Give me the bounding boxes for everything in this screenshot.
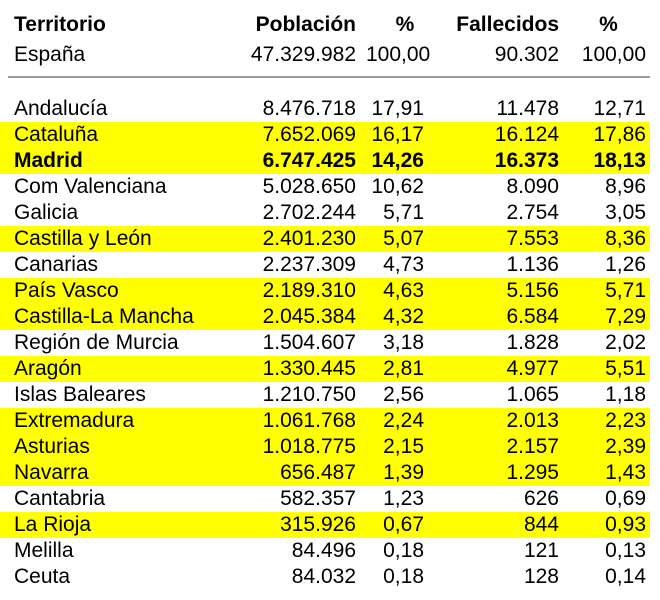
cell-poblacion: 84.032 [291, 565, 356, 588]
cell-territory: Región de Murcia [14, 331, 179, 354]
cell-poblacion: 7.652.069 [232, 122, 366, 148]
cell-pct-poblacion: 0,67 [366, 512, 450, 538]
column-header-poblacion: Población [255, 13, 356, 36]
column-header-territorio: Territorio [14, 13, 106, 36]
cell-pct-poblacion: 4,63 [366, 278, 450, 304]
cell-territory: Navarra [0, 460, 232, 486]
cell-pct-fallecidos: 12,71 [593, 97, 646, 120]
cell-fallecidos: 1.828 [506, 331, 559, 354]
cell-pct-poblacion: 0,18 [383, 539, 424, 562]
cell-poblacion: 582.357 [280, 487, 356, 510]
cell-territory: Extremadura [0, 408, 232, 434]
cell-pct-fallecidos: 5,51 [567, 356, 660, 382]
cell-pct-poblacion: 5,71 [383, 201, 424, 224]
cell-fallecidos: 2.754 [506, 201, 559, 224]
totals-pct-fallecidos: 100,00 [581, 43, 646, 66]
cell-poblacion: 5.028.650 [262, 175, 356, 198]
cell-territory: Canarias [14, 253, 99, 276]
cell-territory: Madrid [0, 148, 232, 174]
cell-poblacion: 1.504.607 [262, 331, 356, 354]
cell-pct-fallecidos: 1,18 [605, 383, 646, 406]
table-row[interactable] [0, 356, 660, 382]
cell-pct-poblacion: 4,73 [383, 253, 424, 276]
cell-fallecidos: 2.157 [450, 434, 567, 460]
table-row[interactable] [0, 330, 660, 356]
table-row[interactable] [0, 460, 660, 486]
cell-poblacion: 2.189.310 [232, 278, 366, 304]
table-row[interactable] [0, 252, 660, 278]
table-row[interactable] [0, 304, 660, 330]
cell-fallecidos: 1.065 [506, 383, 559, 406]
cell-fallecidos: 16.124 [450, 122, 567, 148]
cell-pct-fallecidos: 18,13 [567, 148, 660, 174]
cell-pct-fallecidos: 1,26 [605, 253, 646, 276]
cell-territory: Andalucía [14, 97, 108, 120]
cell-fallecidos: 1.136 [506, 253, 559, 276]
cell-pct-fallecidos: 2,39 [567, 434, 660, 460]
totals-fallecidos: 90.302 [494, 43, 559, 66]
totals-territory: España [14, 43, 86, 66]
cell-pct-poblacion: 17,91 [371, 97, 424, 120]
cell-pct-poblacion: 5,07 [366, 226, 450, 252]
cell-pct-fallecidos: 0,69 [605, 487, 646, 510]
cell-pct-fallecidos: 1,43 [567, 460, 660, 486]
cell-pct-poblacion: 10,62 [371, 175, 424, 198]
cell-pct-fallecidos: 2,02 [605, 331, 646, 354]
cell-territory: Cantabria [14, 487, 106, 510]
table-body [0, 96, 660, 590]
cell-poblacion: 1.210.750 [262, 383, 356, 406]
cell-territory: Ceuta [14, 565, 71, 588]
cell-poblacion: 6.747.425 [232, 148, 366, 174]
cell-fallecidos: 4.977 [450, 356, 567, 382]
cell-territory: País Vasco [0, 278, 232, 304]
header-separator-cell [0, 68, 660, 80]
cell-fallecidos: 7.553 [450, 226, 567, 252]
header-spacer-cell [0, 80, 660, 96]
cell-fallecidos: 8.090 [506, 175, 559, 198]
header-rule [8, 76, 650, 78]
cell-pct-fallecidos: 17,86 [567, 122, 660, 148]
cell-pct-poblacion: 2,15 [366, 434, 450, 460]
cell-fallecidos: 128 [523, 565, 559, 588]
table-row[interactable] [0, 96, 660, 122]
table-header [0, 0, 660, 96]
cell-fallecidos: 626 [523, 487, 559, 510]
cell-territory: Galicia [14, 201, 79, 224]
cell-territory: Aragón [0, 356, 232, 382]
cell-poblacion: 656.487 [232, 460, 366, 486]
cell-poblacion: 315.926 [232, 512, 366, 538]
table-row[interactable] [0, 278, 660, 304]
cell-fallecidos: 2.013 [450, 408, 567, 434]
table-row[interactable] [0, 564, 660, 590]
cell-poblacion: 84.496 [291, 539, 356, 562]
cell-pct-fallecidos: 3,05 [605, 201, 646, 224]
cell-fallecidos: 1.295 [450, 460, 567, 486]
cell-territory: Asturias [0, 434, 232, 460]
cell-pct-poblacion: 3,18 [383, 331, 424, 354]
cell-pct-fallecidos: 5,71 [567, 278, 660, 304]
cell-poblacion: 2.045.384 [232, 304, 366, 330]
table-row[interactable] [0, 148, 660, 174]
column-header-fallecidos: Fallecidos [456, 13, 559, 36]
cell-pct-poblacion: 14,26 [366, 148, 450, 174]
table-row[interactable] [0, 122, 660, 148]
cell-pct-fallecidos: 2,23 [567, 408, 660, 434]
cell-poblacion: 1.061.768 [232, 408, 366, 434]
cell-fallecidos: 5.156 [450, 278, 567, 304]
cell-territory: Com Valenciana [14, 175, 167, 198]
column-header-pct-fallecidos: % [599, 13, 618, 36]
header-row [0, 0, 660, 42]
column-header-pct-poblacion: % [395, 13, 415, 36]
cell-pct-poblacion: 2,56 [383, 383, 424, 406]
cell-poblacion: 1.330.445 [232, 356, 366, 382]
cell-poblacion: 2.401.230 [232, 226, 366, 252]
cell-fallecidos: 16.373 [450, 148, 567, 174]
cell-pct-fallecidos: 8,96 [605, 175, 646, 198]
cell-poblacion: 2.702.244 [262, 201, 356, 224]
cell-pct-poblacion: 1,39 [366, 460, 450, 486]
totals-pct-poblacion: 100,00 [366, 43, 431, 66]
table-row[interactable] [0, 174, 660, 200]
cell-pct-fallecidos: 0,13 [605, 539, 646, 562]
cell-poblacion: 2.237.309 [262, 253, 356, 276]
header-spacer-row [0, 80, 660, 96]
cell-poblacion: 1.018.775 [232, 434, 366, 460]
cell-territory: Islas Baleares [14, 383, 146, 406]
cell-territory: Melilla [14, 539, 74, 562]
table-row[interactable] [0, 382, 660, 408]
header-separator-row [0, 68, 660, 80]
cell-pct-poblacion: 2,81 [366, 356, 450, 382]
cell-fallecidos: 844 [450, 512, 567, 538]
cell-territory: La Rioja [0, 512, 232, 538]
cell-pct-fallecidos: 0,14 [605, 565, 646, 588]
cell-fallecidos: 121 [523, 539, 559, 562]
cell-pct-poblacion: 4,32 [366, 304, 450, 330]
cell-pct-fallecidos: 7,29 [567, 304, 660, 330]
table-row[interactable] [0, 538, 660, 564]
cell-pct-poblacion: 2,24 [366, 408, 450, 434]
cell-pct-poblacion: 16,17 [366, 122, 450, 148]
table-row[interactable] [0, 512, 660, 538]
table-row[interactable] [0, 226, 660, 252]
cell-pct-poblacion: 1,23 [383, 487, 424, 510]
table-row[interactable] [0, 200, 660, 226]
table-row[interactable] [0, 408, 660, 434]
cell-territory: Cataluña [0, 122, 232, 148]
cell-pct-poblacion: 0,18 [383, 565, 424, 588]
table-row[interactable] [0, 486, 660, 512]
cell-territory: Castilla-La Mancha [0, 304, 232, 330]
totals-row-espana [0, 42, 660, 68]
cell-fallecidos: 11.478 [496, 97, 559, 120]
cell-territory: Castilla y León [0, 226, 232, 252]
table-row[interactable] [0, 434, 660, 460]
totals-poblacion: 47.329.982 [250, 43, 356, 66]
cell-pct-fallecidos: 0,93 [567, 512, 660, 538]
cell-pct-fallecidos: 8,36 [567, 226, 660, 252]
cell-poblacion: 8.476.718 [262, 97, 356, 120]
cell-fallecidos: 6.584 [450, 304, 567, 330]
